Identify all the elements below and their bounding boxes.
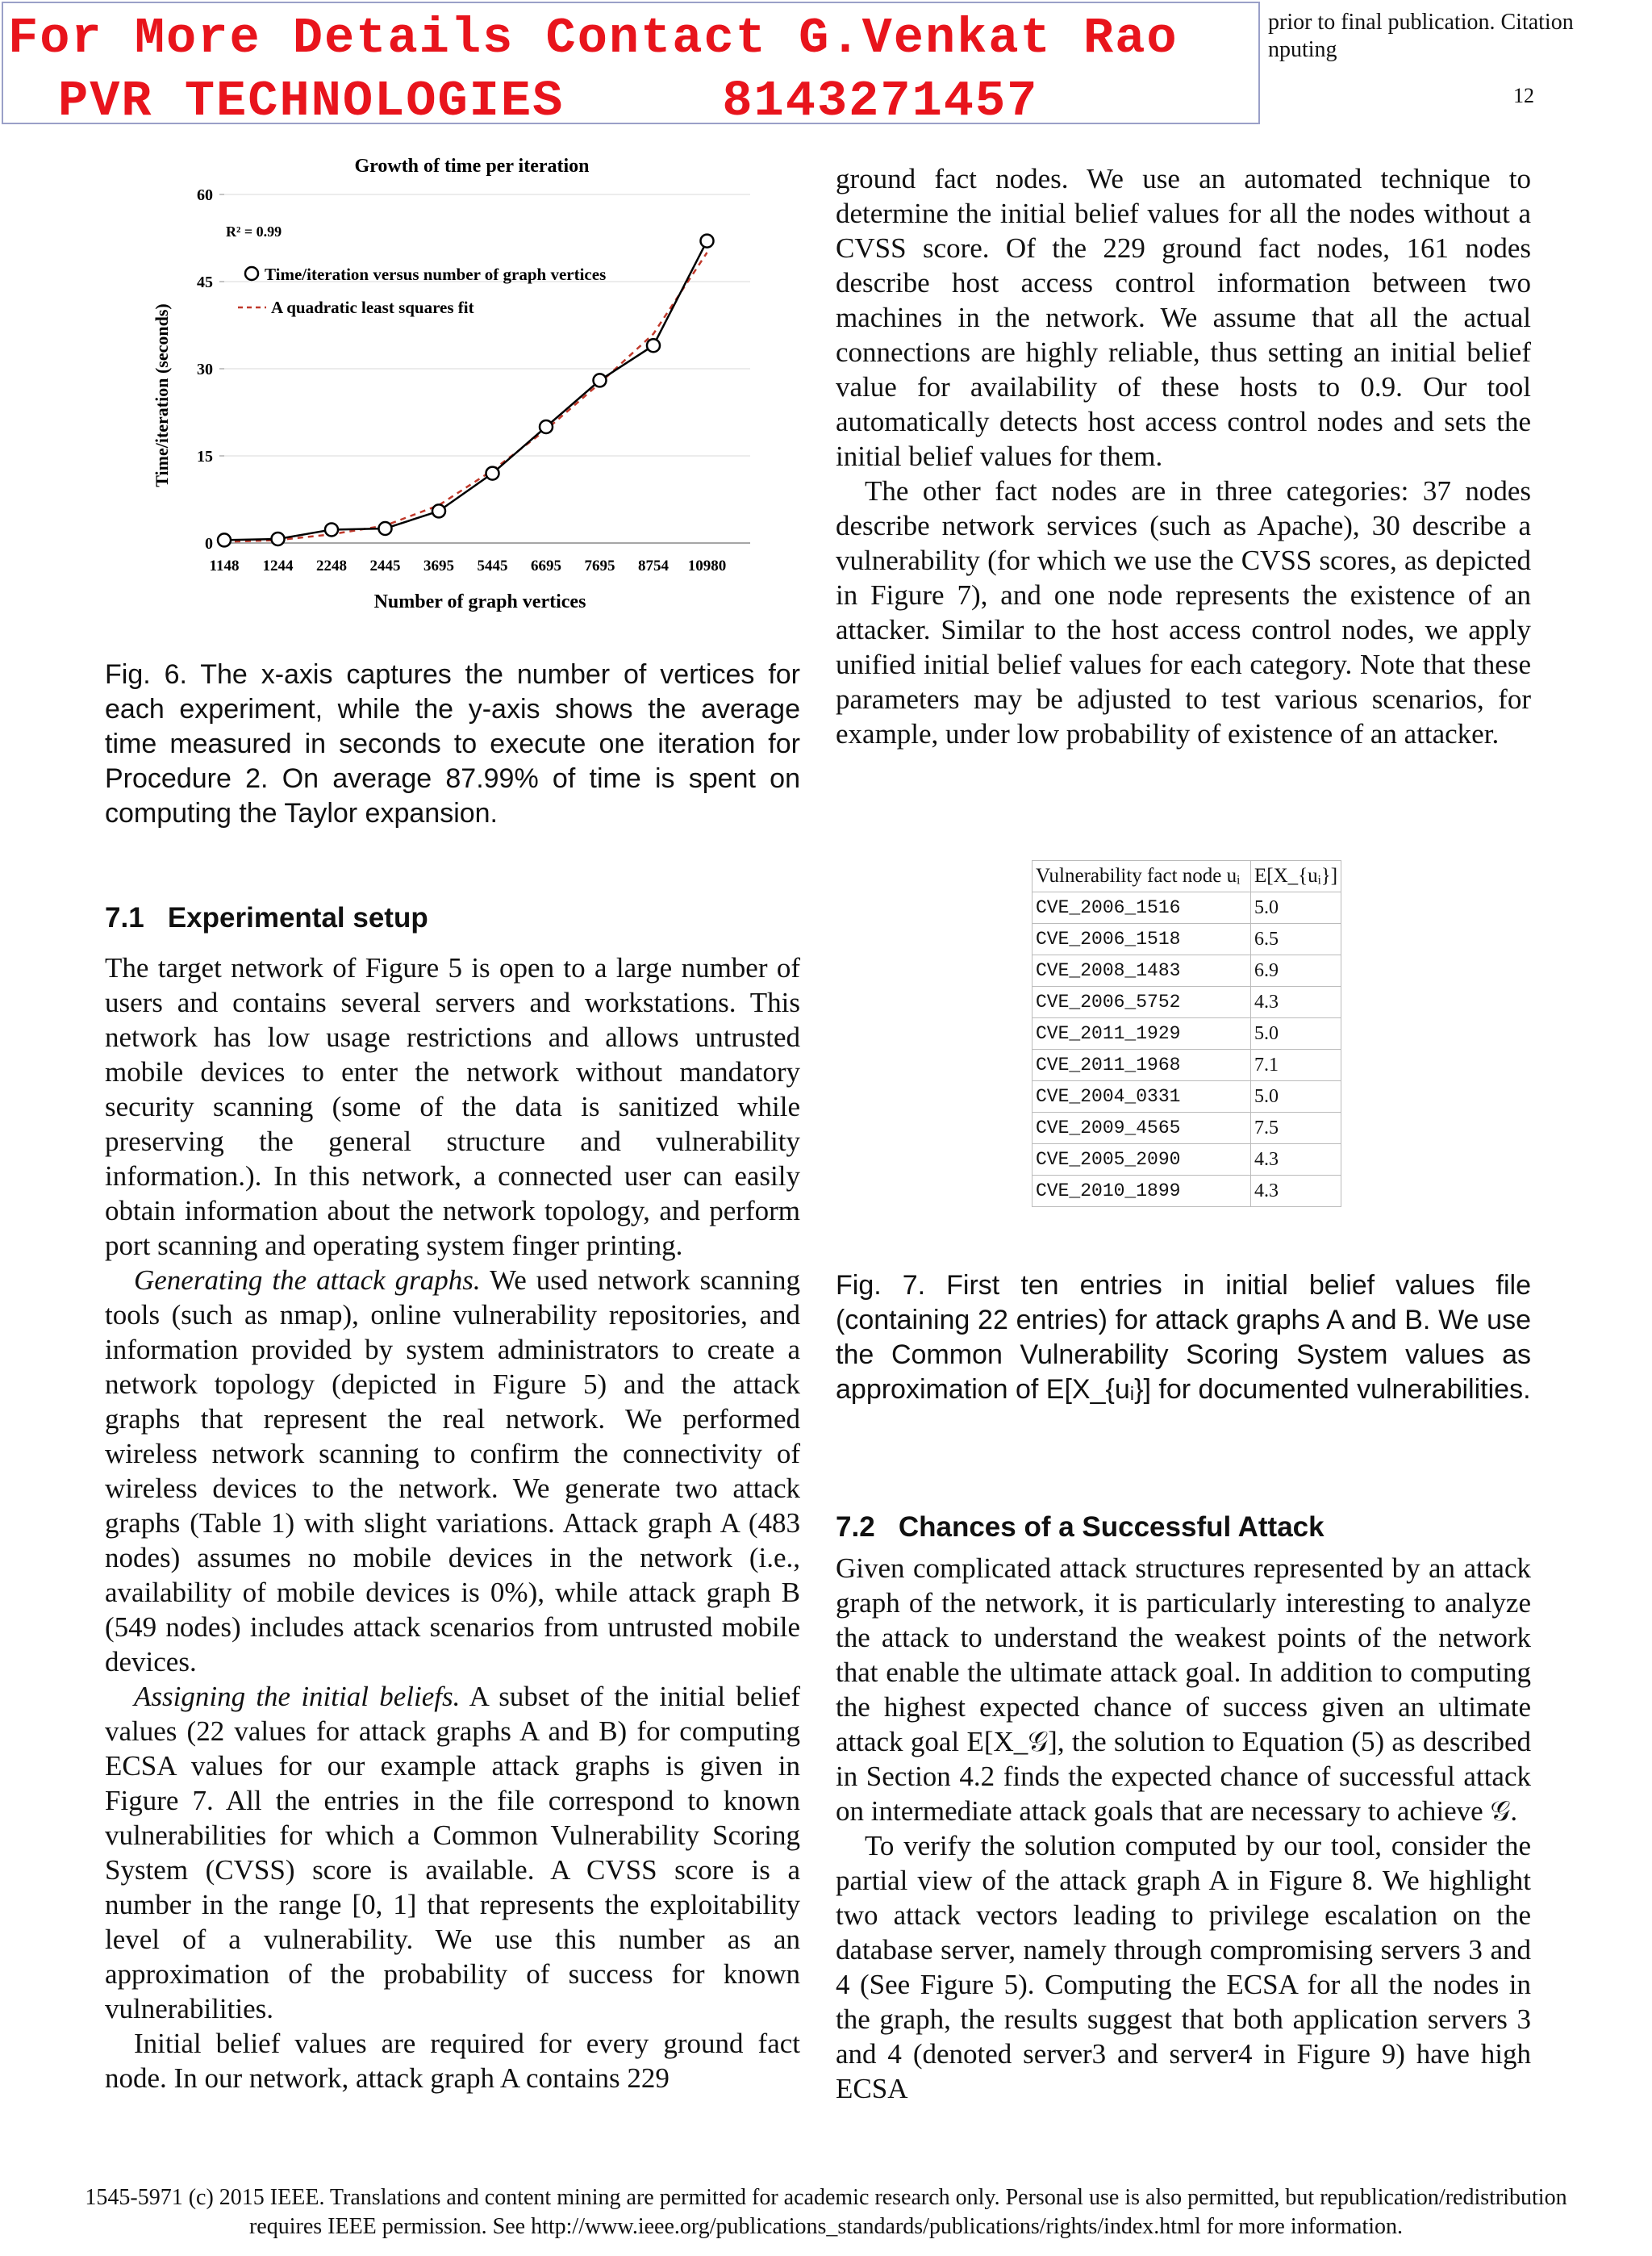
table-cell-value: 6.9 (1251, 955, 1341, 987)
data-point-marker (647, 339, 660, 352)
series-line-time-per-iteration (224, 241, 707, 541)
run-in-heading: Assigning the initial beliefs. (134, 1681, 461, 1712)
table-row (1032, 924, 1341, 955)
footer-line-2: requires IEEE permission. See http://www.ieee.org/publications_standards/publications/rights/index.html for more information. (248, 2214, 1404, 2239)
header-text-2: nputing (1268, 37, 1337, 62)
table-cell-value: 5.0 (1251, 1018, 1341, 1050)
table-cell-value: 6.5 (1251, 924, 1341, 955)
x-tick-label: 1148 (209, 558, 240, 574)
paragraph: The target network of Figure 5 is open to a large number of users and contains several servers and workstations. This network has low usage restrictions and allows untrusted mobile devices to enter the network without mandatory security scanning (some of the data is sanitized while preserving the general structure and vulnerability information.). In this network, a connected user can easily obtain information about the network topology, and perform port scanning and operating system finger printing. (105, 952, 800, 1261)
figure-6-caption: Fig. 6. The x-axis captures the number of vertices for each experiment, while the y-axis shows the average time measured in seconds to execute one iteration for Procedure 2. On average 87.99% of time is spent on computing the Taylor expansion. (105, 659, 800, 829)
x-tick-label: 5445 (477, 558, 508, 574)
y-tick-label: 60 (197, 186, 213, 204)
table-cell-value: 4.3 (1251, 1144, 1341, 1176)
legend-label-series-1: Time/iteration versus number of graph vertices (265, 265, 607, 284)
x-tick-label: 2445 (369, 558, 401, 574)
data-point-marker (325, 523, 338, 536)
legend-label-series-2: A quadratic least squares fit (271, 298, 474, 317)
table-row (1032, 987, 1341, 1018)
x-tick-label: 1244 (262, 558, 294, 574)
table-cell-value: 7.5 (1251, 1113, 1341, 1144)
data-point-marker (486, 467, 499, 480)
table-cell-node: CVE_2006_1518 (1032, 924, 1251, 955)
x-tick-label: 10980 (687, 558, 727, 574)
table-header-node: Vulnerability fact node uᵢ (1032, 861, 1251, 892)
r-squared-annotation: R² = 0.99 (226, 224, 282, 240)
data-point-marker (432, 504, 445, 517)
table-cell-value: 5.0 (1251, 892, 1341, 924)
table-row (1032, 1081, 1341, 1113)
table-cell-value: 4.3 (1251, 1176, 1341, 1207)
table-header-value: E[X_{uᵢ}] (1251, 861, 1341, 892)
chart-x-tick-labels (210, 558, 727, 574)
legend-marker-series-1 (245, 267, 258, 280)
table-cell-node: CVE_2009_4565 (1032, 1113, 1251, 1144)
table-cell-node: CVE_2004_0331 (1032, 1081, 1251, 1113)
data-point-marker (218, 533, 231, 546)
section-7-2-heading: 7.2 Chances of a Successful Attack (836, 1511, 1325, 1543)
run-in-heading: Generating the attack graphs. (134, 1264, 481, 1296)
figure-7-caption: Fig. 7. First ten entries in initial belief values file (containing 22 entries) for attack graphs A and B. We use the Common Vulnerability Scoring System values as approximation of E[X_{uᵢ}] for documented vulnerabilities. (836, 1270, 1531, 1405)
copyright-footer (0, 2183, 1652, 2241)
data-point-marker (594, 374, 607, 386)
banner-line-2: PVR TECHNOLOGIES 8143271457 (58, 73, 1039, 130)
y-tick-label: 30 (197, 361, 213, 378)
chart-y-tick-labels (197, 186, 213, 553)
paragraph: Assigning the initial beliefs. A subset of the initial belief values (22 values for attack graphs A and B) for computing ECSA values for our example attack graphs is given in Figure 7. All the entries in the file correspond to known vulnerabilities for which a Common Vulnerability Scoring System (CVSS) score is available. A CVSS score is a number in the range [0, 1] that represents the exploitability level of a vulnerability. We use this number as an approximation of the probability of success for known vulnerabilities. (105, 1681, 801, 2024)
y-tick-label: 15 (197, 448, 213, 466)
x-tick-label: 6695 (531, 558, 561, 574)
table-row (1032, 1018, 1341, 1050)
chart-legend (238, 265, 606, 317)
paragraph: To verify the solution computed by our tool, consider the partial view of the attack graph A in Figure 8. We highlight two attack vectors leading to privilege escalation on the database server, namely through compromising servers 3 and 4 (See Figure 5). Computing the ECSA for all the nodes in the graph, the results suggest that both application servers 3 and 4 (denoted server3 and server4 in Figure 9) have high ECSA (836, 1830, 1531, 2104)
table-cell-node: CVE_2006_1516 (1032, 892, 1251, 924)
left-column-text (105, 950, 800, 2095)
table-header-row (1032, 861, 1341, 892)
table-cell-node: CVE_2006_5752 (1032, 987, 1251, 1018)
chart-x-axis-label: Number of graph vertices (373, 591, 586, 612)
table-cell-node: CVE_2005_2090 (1032, 1144, 1251, 1176)
table-cell-value: 4.3 (1251, 987, 1341, 1018)
header-text-1: prior to final publication. Citation (1268, 10, 1574, 35)
table-cell-node: CVE_2011_1929 (1032, 1018, 1251, 1050)
table-cell-node: CVE_2011_1968 (1032, 1050, 1251, 1081)
section-7-1-heading: 7.1 Experimental setup (105, 902, 428, 934)
data-point-marker (701, 235, 714, 248)
x-tick-label: 8754 (638, 558, 669, 574)
paragraph: Generating the attack graphs. We used network scanning tools (such as nmap), online vulnerability repositories, and information provided by system administrators to create a network topology (depicted in Figure 5) and the attack graphs that represent the real network. We performed wireless network scanning to confirm the connectivity of wireless devices to the network. We generate two attack graphs (Table 1) with slight variations. Attack graph A (483 nodes) assumes no mobile devices in the network (i.e., availability of mobile devices is 0%), while attack graph B (549 nodes) includes attack scenarios from untrusted mobile devices. (105, 1264, 800, 1677)
page-number: 12 (1513, 84, 1534, 107)
table-row (1032, 1144, 1341, 1176)
table-cell-node: CVE_2010_1899 (1032, 1176, 1251, 1207)
data-point-marker (379, 522, 392, 535)
paragraph: Initial belief values are required for every ground fact node. In our network, attack graph A contains 229 (105, 2028, 800, 2094)
x-tick-label: 3695 (423, 558, 454, 574)
table-row (1032, 1176, 1341, 1207)
table-cell-node: CVE_2008_1483 (1032, 955, 1251, 987)
series-line-quadratic-fit (224, 253, 707, 542)
table-row (1032, 955, 1341, 987)
table-cell-value: 7.1 (1251, 1050, 1341, 1081)
data-point-marker (540, 420, 553, 433)
contact-banner (2, 2, 1260, 130)
y-tick-label: 45 (197, 274, 213, 291)
paragraph: Given complicated attack structures represented by an attack graph of the network, it is particularly interesting to analyze the attack to understand the weakest points of the network that enable the ultimate attack goal. In addition to computing the highest expected chance of success given an ultimate attack goal E[X_𝒢], the solution to Equation (5) as described in Section 4.2 finds the expected chance of successful attack on intermediate attack goals that are necessary to achieve 𝒢. (836, 1552, 1531, 1827)
table-row (1032, 892, 1341, 924)
paragraph: The other fact nodes are in three categories: 37 nodes describe network services (such as Apache), 30 describe a vulnerability (for which we use the CVSS scores, as depicted in Figure 7), and one node represents the existence of an attacker. Similar to the host access control nodes, we apply unified initial belief values for each category. Note that these parameters may be adjusted to test various scenarios, for example, under low probability of existence of an attacker. (836, 475, 1531, 750)
figure-7-table (1032, 860, 1341, 1207)
table-row (1032, 1050, 1341, 1081)
paragraph: ground fact nodes. We use an automated technique to determine the initial belief values for all the nodes without a CVSS score. Of the 229 ground fact nodes, 161 nodes describe host access control information between two machines in the network. We assume that all the actual connections are highly reliable, thus setting an initial belief value for availability of these hosts to 0.9. Our tool automatically detects host access control nodes and sets the initial belief values for them. (836, 163, 1531, 472)
right-column-text (836, 161, 1531, 751)
banner-line-1: For More Details Contact G.Venkat Rao (8, 10, 1179, 67)
x-tick-label: 2248 (316, 558, 347, 574)
figure-6-line-chart (145, 149, 791, 625)
table-row (1032, 1113, 1341, 1144)
chart-title: Growth of time per iteration (354, 156, 590, 177)
chart-gridlines (219, 194, 750, 543)
chart-y-axis-label: Time/iteration (seconds) (152, 303, 172, 487)
data-point-marker (272, 533, 285, 545)
section-7-2-text (836, 1551, 1531, 2106)
y-tick-label: 0 (205, 535, 213, 553)
footer-line-1: 1545-5971 (c) 2015 IEEE. Translations and content mining are permitted for academic research only. Personal use is also permitted, but republication/redistribution (85, 2185, 1567, 2210)
table-cell-value: 5.0 (1251, 1081, 1341, 1113)
x-tick-label: 7695 (584, 558, 615, 574)
